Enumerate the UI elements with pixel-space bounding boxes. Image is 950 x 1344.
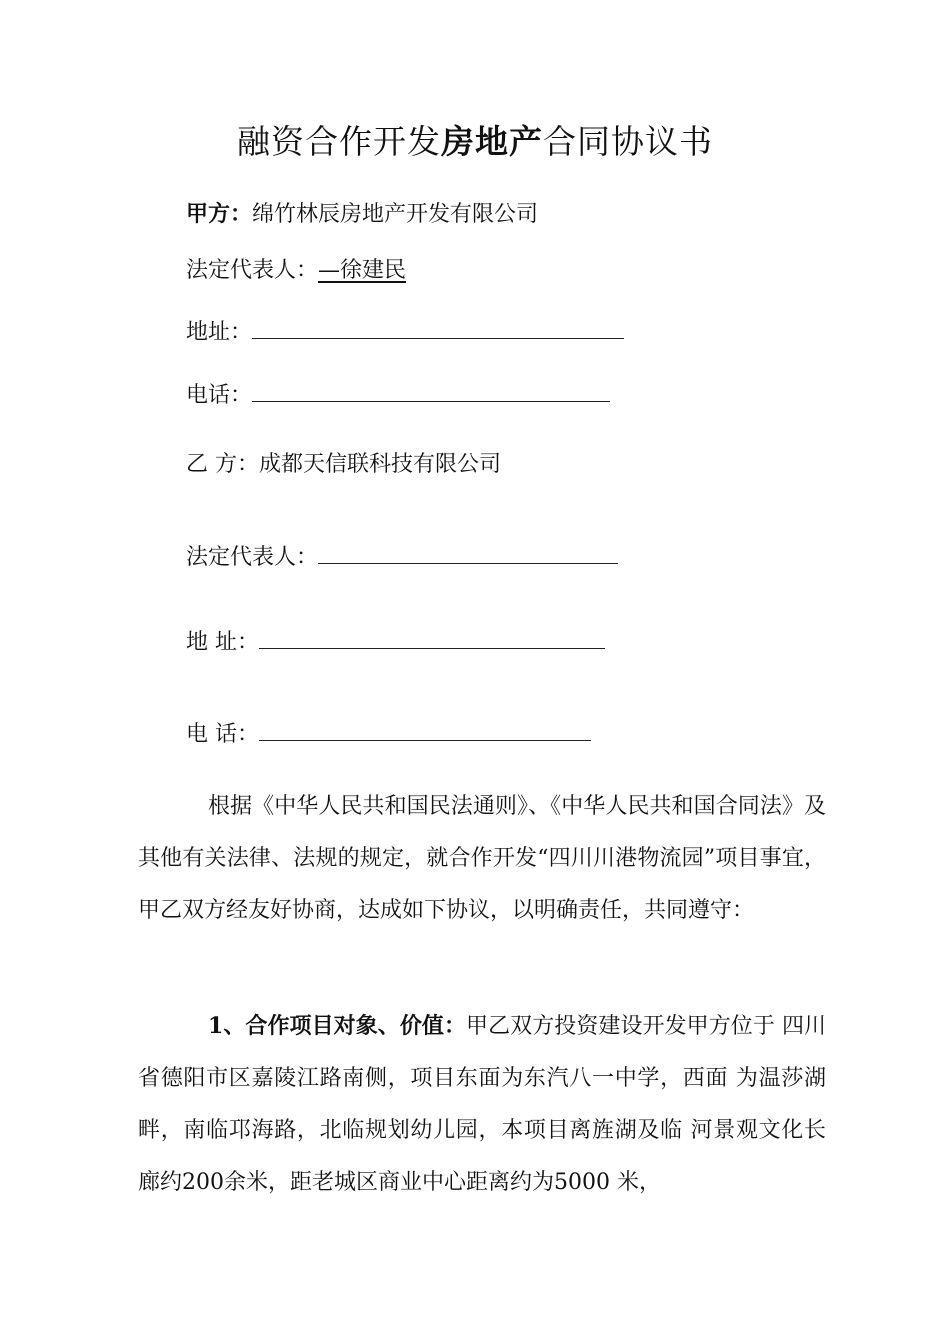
preamble-paragraph: 根据《中华人民共和国民法通则》、《中华人民共和国合同法》及其他有关法律、法规的规定，就合作开发“四川川港物流园”项目事宜，甲乙双方经友好协商，达成如下协议，以明确责任，共同遵守： — [138, 794, 826, 923]
party-b-phone-blank — [259, 718, 591, 741]
party-b-address-label: 地 址： — [186, 630, 259, 655]
party-a-label: 甲方： — [186, 201, 253, 227]
party-a-name: 绵竹林辰房地产开发有限公司 — [252, 202, 539, 227]
party-b-rep-blank — [318, 541, 618, 564]
clause-1-paragraph — [138, 1000, 826, 1209]
clause-1-heading: 1、合作项目对象、价值： — [208, 1013, 467, 1039]
party-b-phone-label: 电 话： — [186, 722, 259, 747]
party-a-phone-label: 电话： — [186, 383, 253, 408]
party-a-address-label: 地址： — [186, 320, 253, 345]
party-a-phone-blank — [252, 379, 610, 402]
party-b-address-blank — [259, 626, 605, 649]
party-b-address-line — [186, 626, 605, 658]
document-title — [0, 116, 950, 163]
clause-1-text: 甲乙双方投资建设开发甲方位于 四川省德阳市区嘉陵江路南侧，项目东面为东汽八一中学，西面 为温莎湖畔，南临邛海路，北临规划幼儿园，本项目离旌湖及临 河景观文化长廊约200余米，距老城区商业中心距离约为5000 米， — [138, 1014, 827, 1195]
party-b-phone-line — [186, 718, 591, 750]
title-part1: 融资合作开发 — [237, 122, 441, 161]
party-a-phone-line — [186, 379, 610, 411]
party-a-address-blank — [252, 316, 624, 339]
party-b-rep-line — [186, 541, 618, 573]
party-a-address-line — [186, 316, 624, 348]
party-b-name: 成都天信联科技有限公司 — [259, 452, 502, 477]
party-a-line — [186, 199, 538, 230]
party-b-label: 乙 方： — [186, 452, 259, 477]
title-part2: 合同协议书 — [543, 122, 713, 161]
title-bold: 房地产 — [441, 122, 543, 161]
party-a-rep-line — [186, 256, 406, 286]
party-a-rep-label: 法定代表人： — [186, 258, 319, 283]
party-b-rep-label: 法定代表人： — [186, 545, 319, 570]
party-b-line — [186, 450, 501, 480]
party-a-rep-value: —徐建民 — [318, 258, 407, 283]
